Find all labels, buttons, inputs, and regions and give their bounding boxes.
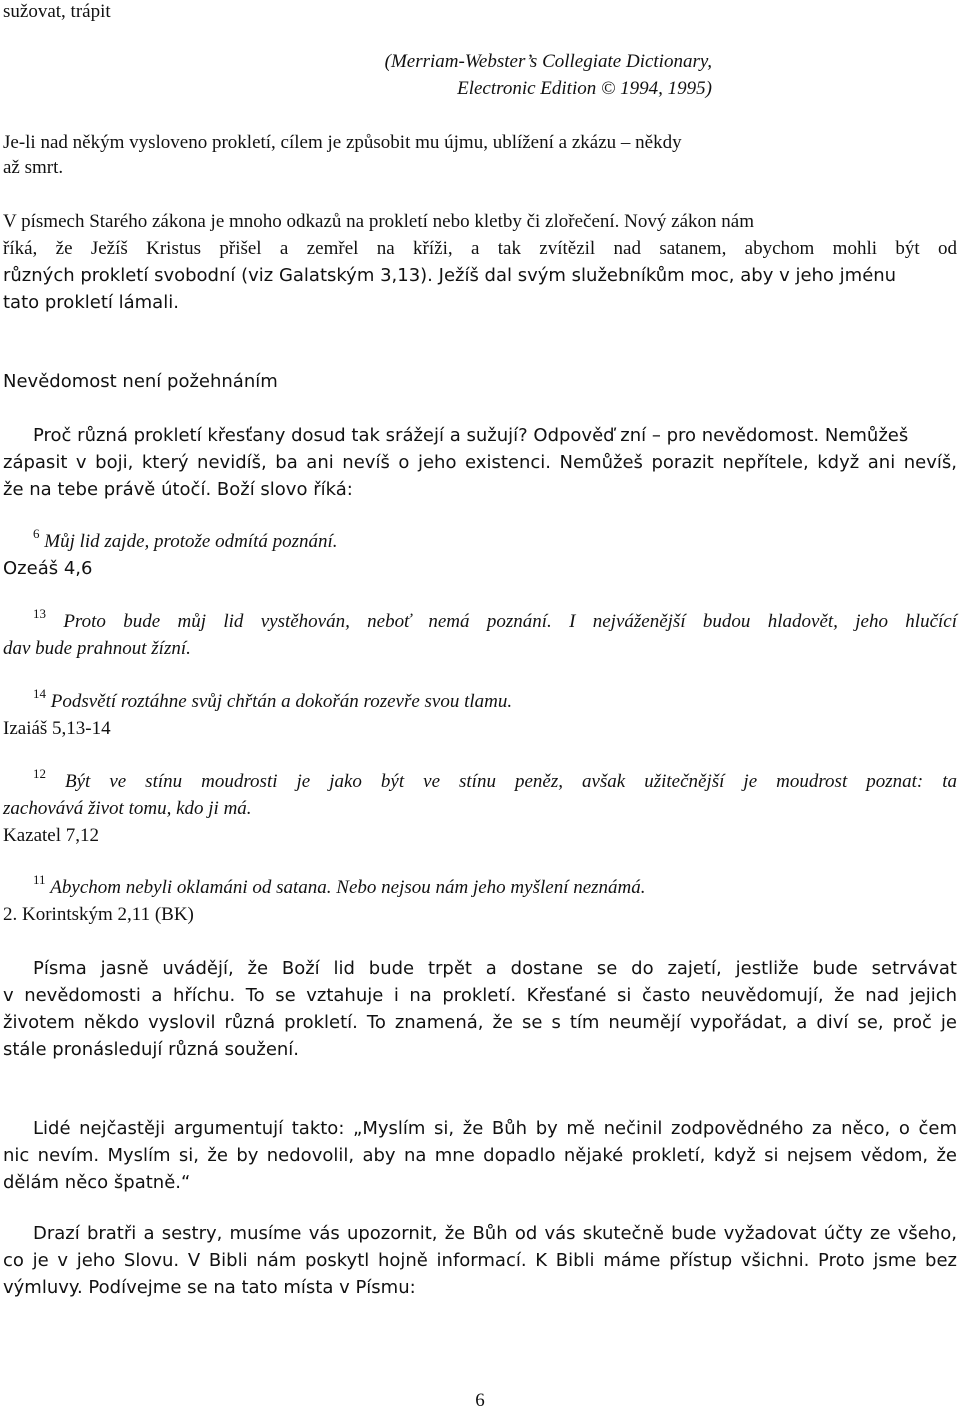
verse-text: Abychom nebyli oklamáni od satana. Nebo nejsou nám jeho myšlení neznámá. [50,877,646,898]
scripture-para-line-4: tato prokletí lámali. [3,292,179,313]
brothers-sisters-line-2: co je v jeho Slovu. V Bibli nám poskytl hojně informací. K Bibli máme přístup všichni. Proto jsme bez [3,1250,957,1271]
verse-isaiah-5-14 [3,686,957,714]
verse-text: Proto bude můj lid vystěhován, neboť nemá poznání. I nejváženější budou hladovět, jeho hlučící [63,611,957,632]
verse-number: 12 [33,766,46,781]
scripture-para-line-2: říká, že Ježíš Kristus přišel a zemřel na kříži, a tak zvítězil nad satanem, abychom mohli být od [3,238,957,259]
verse-reference: Kazatel 7,12 [3,825,100,846]
ignorance-para-line-1: Proč různá prokletí křesťany dosud tak srážejí a sužují? Odpověď zní – pro nevědomost. Nemůžeš [33,425,909,446]
citation-line-1: (Merriam-Webster’s Collegiate Dictionary, [384,51,712,72]
verse-isaiah-5-13 [3,606,957,634]
top-line: sužovat, trápit [3,1,111,22]
people-argue-line-3: dělám něco špatně.“ [3,1172,191,1193]
verse-number: 13 [33,606,46,621]
brothers-sisters-line-3: výmluvy. Podívejme se na tato místa v Písmu: [3,1277,416,1298]
ignorance-para-line-2: zápasit v boji, který nevidíš, ba ani nevíš o jeho existenci. Nemůžeš porazit nepřítele, když ani nevíš, [3,452,957,473]
verse-number: 11 [33,872,46,887]
section-heading: Nevědomost není požehnáním [3,371,278,392]
verse-reference: 2. Korintským 2,11 (BK) [3,904,194,925]
scriptures-clear-line-2: v nevědomosti a hříchu. To se vztahuje i na prokletí. Křesťané si často neuvědomují, že nad jejich [3,985,957,1006]
scripture-para-line-1: V písmech Starého zákona je mnoho odkazů na prokletí nebo kletby či zlořečení. Nový zákon nám [3,211,754,232]
curse-definition-line-2: až smrt. [3,157,64,178]
verse-text: Být ve stínu moudrosti je jako být ve stínu peněz, avšak užitečnější je moudrost poznat: ta [65,771,957,792]
citation-line-2: Electronic Edition © 1994, 1995) [457,78,712,99]
scriptures-clear-line-1: Písma jasně uvádějí, že Boží lid bude trpět a dostane se do zajetí, jestliže bude setrvávat [33,958,957,979]
ignorance-para-line-3: že na tebe právě útočí. Boží slovo říká: [3,479,353,500]
verse-number: 14 [33,686,46,701]
people-argue-line-2: nic nevím. Myslím si, že by nedovolil, aby na mne dopadlo nějaké prokletí, když si nejsem vědom, že [3,1145,957,1166]
verse-text: Můj lid zajde, protože odmítá poznání. [44,531,338,552]
brothers-sisters-line-1: Drazí bratři a sestry, musíme vás upozornit, že Bůh od vás skutečně bude vyžadovat účty ze všeho, [33,1223,957,1244]
verse-2-corinthians-2-11 [3,872,957,900]
scripture-para-line-3: různých prokletí svobodní (viz Galatským 3,13). Ježíš dal svým služebníkům moc, aby v jeho jménu [3,265,897,286]
verse-reference: Ozeáš 4,6 [3,558,93,579]
verse-hosea-4-6 [3,526,957,554]
verse-number: 6 [33,526,40,541]
page-number: 6 [475,1390,485,1411]
scriptures-clear-line-3: životem někdo vyslovil různá prokletí. To znamená, že se s tím neumějí vypořádat, a diví se, proč je [3,1012,957,1033]
verse-ecclesiastes-7-12 [3,766,957,794]
verse-text: Podsvětí roztáhne svůj chřtán a dokořán rozevře svou tlamu. [50,691,513,712]
scriptures-clear-line-4: stále pronásledují různá soužení. [3,1039,300,1060]
verse-text-continued: dav bude prahnout žízní. [3,638,191,659]
curse-definition-line-1: Je-li nad někým vysloveno prokletí, cílem je způsobit mu újmu, ublížení a zkázu – někdy [3,132,682,153]
verse-reference: Izaiáš 5,13-14 [3,718,111,739]
verse-text-continued: zachovává život tomu, kdo ji má. [3,798,252,819]
people-argue-line-1: Lidé nejčastěji argumentují takto: „Myslím si, že Bůh by mě nečinil zodpovědného za něco, o čem [33,1118,957,1139]
